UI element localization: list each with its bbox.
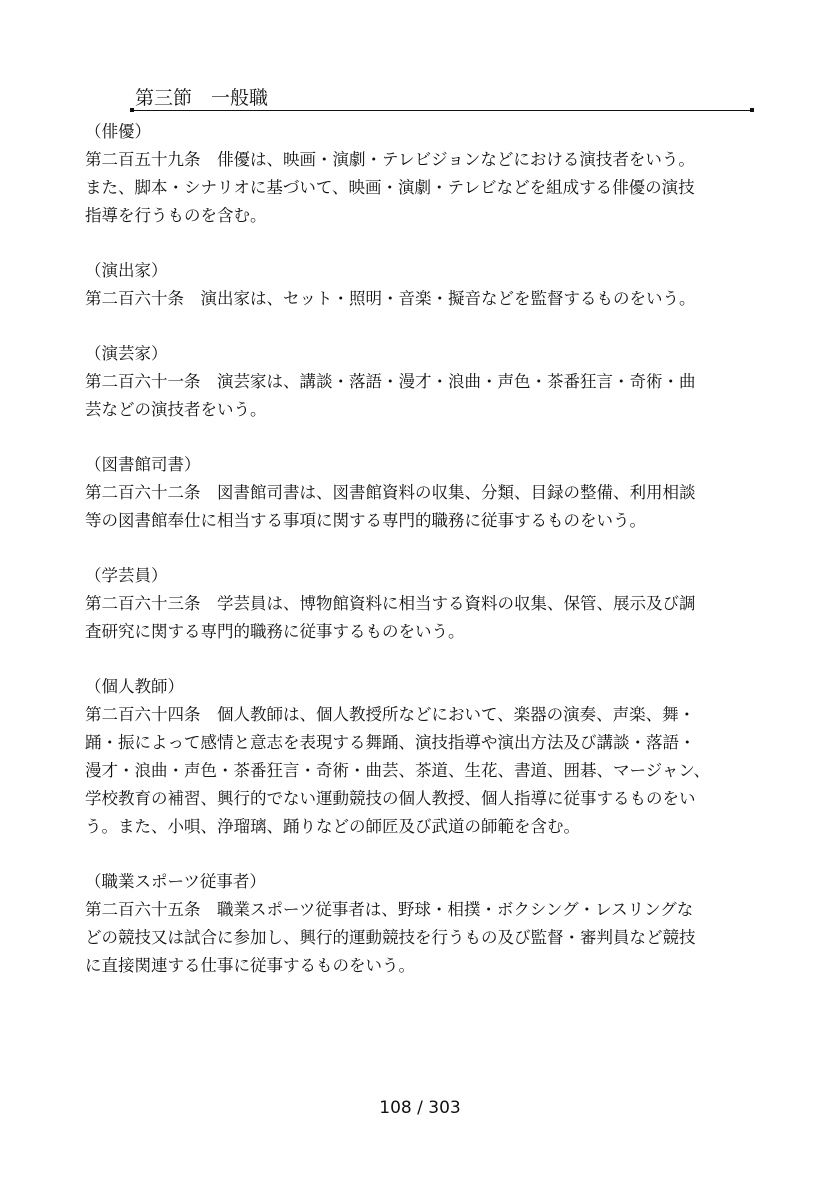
article-body: 第二百六十三条 学芸員は、博物館資料に相当する資料の収集、保管、展示及び調 査研究に関する専門的職務に従事するものをいう。 — [85, 594, 696, 641]
article-body: 第二百六十二条 図書館司書は、図書館資料の収集、分類、目録の整備、利用相談 等の図書館奉仕に相当する事項に関する専門的職務に従事するものをいう。 — [85, 483, 696, 530]
section-title: 第三節 一般職 — [135, 87, 269, 109]
article-body: 第二百五十九条 俳優は、映画・演劇・テレビジョンなどにおける演技者をいう。 また、脚本・シナリオに基づいて、映画・演劇・テレビなどを組成する俳優の演技 指導を行うものを含む。 — [85, 150, 695, 225]
article-curator — [85, 562, 755, 646]
section-rule — [130, 110, 754, 111]
article-body: 第二百六十一条 演芸家は、講談・落語・漫才・浪曲・声色・茶番狂言・奇術・曲 芸などの演技者をいう。 — [85, 372, 696, 419]
rule-end-left — [130, 108, 134, 112]
article-heading: （演出家） — [85, 261, 168, 280]
article-list — [85, 118, 755, 1007]
article-heading: （職業スポーツ従事者） — [85, 872, 266, 891]
article-body: 第二百六十四条 個人教師は、個人教授所などにおいて、楽器の演奏、声楽、舞・ 踊・振によって感情と意志を表現する舞踊、演技指導や演出方法及び講談・落語・ 漫才・浪曲・声色・茶番狂言・奇術・曲芸、茶道、生花、書道、囲碁、マージャン、 学校教育の補習、興行的でない運動競技の個人教授、個人指導に従事するものをい う。また、小唄、浄瑠璃、踊りなどの師匠及び武道の師範を含む。 — [85, 705, 711, 836]
article-heading: （学芸員） — [85, 566, 168, 585]
rule-end-right — [750, 108, 754, 112]
article-heading: （演芸家） — [85, 344, 168, 363]
page-number: 108 / 303 — [379, 1098, 461, 1118]
article-director — [85, 257, 755, 313]
article-pro-athlete — [85, 868, 755, 980]
article-actor — [85, 118, 755, 230]
article-body: 第二百六十五条 職業スポーツ従事者は、野球・相撲・ボクシング・レスリングな どの競技又は試合に参加し、興行的運動競技を行うもの及び監督・審判員など競技 に直接関連する仕事に従事するものをいう。 — [85, 900, 696, 975]
article-body: 第二百六十条 演出家は、セット・照明・音楽・擬音などを監督するものをいう。 — [85, 289, 696, 308]
article-heading: （図書館司書） — [85, 455, 201, 474]
article-private-tutor — [85, 673, 755, 841]
article-entertainer — [85, 340, 755, 424]
section-header — [130, 86, 754, 112]
article-librarian — [85, 451, 755, 535]
article-heading: （俳優） — [85, 122, 151, 141]
article-heading: （個人教師） — [85, 677, 184, 696]
